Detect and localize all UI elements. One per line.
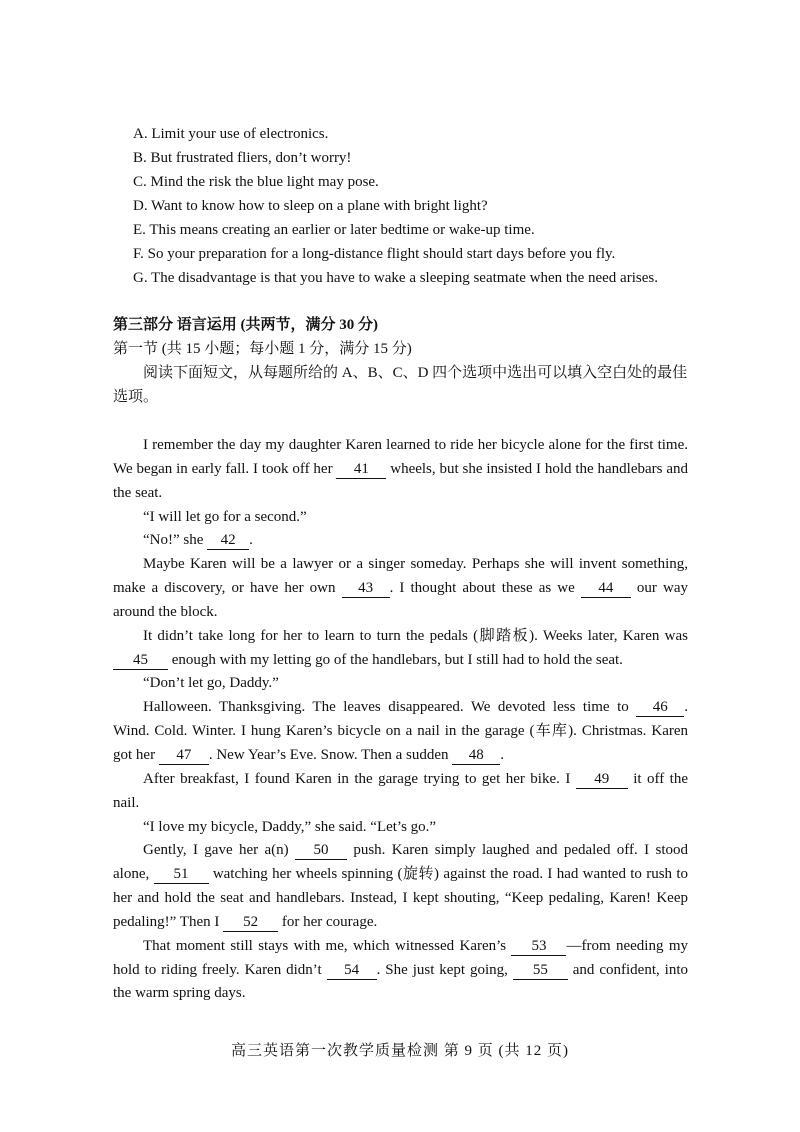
blank-42: 42 — [207, 531, 249, 550]
paragraph: “Don’t let go, Daddy.” — [143, 675, 279, 692]
blank-44: 44 — [581, 579, 631, 598]
option-g: G. The disadvantage is that you have to wake a sleeping seatmate when the need arises. — [133, 270, 658, 286]
paragraph: “I love my bicycle, Daddy,” she said. “Let’s go.” — [143, 818, 437, 835]
blank-45: 45 — [113, 651, 168, 670]
blank-48: 48 — [452, 746, 500, 765]
section-heading: 第三部分 语言运用 (共两节，满分 30 分) — [113, 317, 378, 333]
paragraph: “No!” she 42 . — [143, 532, 253, 549]
paragraph: Halloween. Thanksgiving. The leaves disappeared. We devoted less time to 46 . Wind. Cold. Winter. I hung Karen’s bicycle on a nail in the garage (车库). Christmas. Karen got her 47 . New Year’s Eve. Snow. Then a sudden 48 . — [113, 699, 688, 763]
option-c: C. Mind the risk the blue light may pose. — [133, 174, 379, 190]
option-f: F. So your preparation for a long-distance flight should start days before you fly. — [133, 246, 616, 262]
blank-54: 54 — [327, 961, 377, 980]
paragraph: After breakfast, I found Karen in the garage trying to get her bike. I 49 it off the nail. — [113, 770, 688, 811]
section-subheading: 第一节 (共 15 小题；每小题 1 分，满分 15 分) — [113, 341, 412, 357]
blank-50: 50 — [295, 841, 347, 860]
paragraph: Maybe Karen will be a lawyer or a singer someday. Perhaps she will invent something, make a discovery, or have her own 43 . I thought about these as we 44 our way around the block. — [113, 556, 688, 620]
blank-52: 52 — [223, 913, 278, 932]
paragraph: Gently, I gave her a(n) 50 push. Karen simply laughed and pedaled off. I stood alone, 51 watching her wheels spinning (旋转) against the road. I had wanted to rush to her and hold the seat and handlebars. Instead, I kept shouting, “Keep pedaling, Karen! Keep pedaling!” Then I 52 for her courage. — [113, 842, 688, 930]
answer-options-list — [133, 122, 713, 290]
option-d: D. Want to know how to sleep on a plane with bright light? — [133, 198, 488, 214]
paragraph: “I will let go for a second.” — [143, 508, 307, 525]
paragraph: It didn’t take long for her to learn to turn the pedals (脚踏板). Weeks later, Karen was 45 enough with my letting go of the handlebars, but I still had to hold the seat. — [113, 625, 688, 673]
blank-43: 43 — [342, 579, 390, 598]
option-b: B. But frustrated fliers, don’t worry! — [133, 150, 352, 166]
blank-47: 47 — [159, 746, 209, 765]
blank-51: 51 — [154, 865, 209, 884]
blank-41: 41 — [336, 460, 386, 479]
paragraph: I remember the day my daughter Karen learned to ride her bicycle alone for the first time. We began in early fall. I took off her 41 wheels, but she insisted I hold the handlebars and the seat. — [113, 437, 688, 501]
blank-49: 49 — [576, 770, 628, 789]
option-e: E. This means creating an earlier or later bedtime or wake-up time. — [133, 222, 535, 238]
blank-53: 53 — [511, 937, 566, 956]
blank-46: 46 — [636, 698, 684, 717]
paragraph: That moment still stays with me, which witnessed Karen’s 53 —from needing my hold to riding freely. Karen didn’t 54 . She just kept going, 55 and confident, into the warm spring days. — [113, 937, 688, 1002]
option-a: A. Limit your use of electronics. — [133, 126, 329, 142]
cloze-passage — [113, 434, 688, 1006]
blank-55: 55 — [513, 961, 568, 980]
page-footer: 高三英语第一次教学质量检测 第 9 页 (共 12 页) — [231, 1043, 569, 1059]
section-instruction: 阅读下面短文，从每题所给的 A、B、C、D 四个选项中选出可以填入空白处的最佳选项。 — [113, 365, 688, 405]
